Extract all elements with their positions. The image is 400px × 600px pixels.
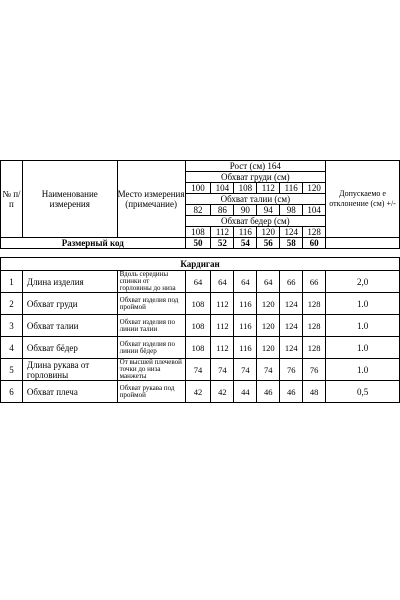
row-value: 66	[280, 271, 303, 293]
hips-value: 124	[280, 227, 303, 238]
table-row	[1, 315, 400, 337]
table-row	[1, 381, 400, 403]
row-place: От высшей плечевой точки до низа манжеты	[117, 359, 185, 381]
tolerance-header: Допускаемо е отклонение (см) +/-	[326, 161, 400, 238]
row-value: 76	[303, 359, 326, 381]
waist-value: 94	[257, 205, 280, 216]
chest-value: 120	[303, 183, 326, 194]
row-value: 124	[280, 315, 303, 337]
section-title: Кардиган	[1, 258, 400, 271]
row-name: Обхват бёдер	[22, 337, 117, 359]
row-value: 42	[211, 381, 234, 403]
hips-value: 116	[234, 227, 257, 238]
table-row	[1, 337, 400, 359]
size-code: 60	[303, 238, 326, 249]
row-value: 42	[185, 381, 211, 403]
row-value: 46	[280, 381, 303, 403]
row-value: 48	[303, 381, 326, 403]
row-value: 112	[211, 315, 234, 337]
row-value: 116	[234, 315, 257, 337]
waist-value: 86	[211, 205, 234, 216]
row-tolerance: 1.0	[326, 359, 400, 381]
row-value: 124	[280, 337, 303, 359]
row-value: 74	[211, 359, 234, 381]
hips-value: 120	[257, 227, 280, 238]
size-chart	[0, 160, 400, 403]
hips-value: 108	[185, 227, 211, 238]
row-value: 120	[257, 315, 280, 337]
table-row	[1, 359, 400, 381]
waist-value: 104	[303, 205, 326, 216]
row-num: 3	[1, 315, 23, 337]
row-num: 1	[1, 271, 23, 293]
row-value: 64	[257, 271, 280, 293]
waist-value: 90	[234, 205, 257, 216]
row-value: 108	[185, 315, 211, 337]
row-value: 66	[303, 271, 326, 293]
row-value: 128	[303, 293, 326, 315]
row-value: 108	[185, 337, 211, 359]
row-name: Длина рукава от горловины	[22, 359, 117, 381]
chest-value: 112	[257, 183, 280, 194]
row-value: 64	[185, 271, 211, 293]
row-num: 4	[1, 337, 23, 359]
row-tolerance: 1.0	[326, 315, 400, 337]
row-tolerance: 0,5	[326, 381, 400, 403]
row-num: 2	[1, 293, 23, 315]
row-value: 112	[211, 293, 234, 315]
row-place: Обхват изделия под проймой	[117, 293, 185, 315]
row-place: Обхват рукава под проймой	[117, 381, 185, 403]
size-code: 56	[257, 238, 280, 249]
hips-value: 128	[303, 227, 326, 238]
row-value: 44	[234, 381, 257, 403]
row-name: Обхват плеча	[22, 381, 117, 403]
size-code: 50	[185, 238, 211, 249]
col-num-header: № п/ п	[1, 161, 23, 238]
row-value: 116	[234, 293, 257, 315]
size-code: 52	[211, 238, 234, 249]
row-value: 128	[303, 315, 326, 337]
row-num: 5	[1, 359, 23, 381]
waist-value: 82	[185, 205, 211, 216]
size-code: 58	[280, 238, 303, 249]
row-value: 128	[303, 337, 326, 359]
row-name: Обхват груди	[22, 293, 117, 315]
row-place: Вдоль середины спинки от горловины до низа	[117, 271, 185, 293]
row-value: 76	[280, 359, 303, 381]
chest-value: 104	[211, 183, 234, 194]
table-row	[1, 271, 400, 293]
row-place: Обхват изделия по линии бёдер	[117, 337, 185, 359]
row-name: Длина изделия	[22, 271, 117, 293]
chest-value: 100	[185, 183, 211, 194]
row-value: 64	[211, 271, 234, 293]
row-tolerance: 1.0	[326, 337, 400, 359]
row-value: 74	[234, 359, 257, 381]
size-table	[0, 160, 400, 403]
row-value: 74	[257, 359, 280, 381]
col-place-header: Место измерения (примечание)	[117, 161, 185, 238]
size-code-label: Размерный код	[1, 238, 186, 249]
col-name-header: Наименование измерения	[22, 161, 117, 238]
chest-value: 116	[280, 183, 303, 194]
row-value: 124	[280, 293, 303, 315]
row-value: 120	[257, 293, 280, 315]
chest-value: 108	[234, 183, 257, 194]
row-value: 112	[211, 337, 234, 359]
row-tolerance: 1.0	[326, 293, 400, 315]
table-row	[1, 293, 400, 315]
row-name: Обхват талии	[22, 315, 117, 337]
waist-value: 98	[280, 205, 303, 216]
row-value: 120	[257, 337, 280, 359]
row-tolerance: 2,0	[326, 271, 400, 293]
hips-header: Обхват бедер (см)	[185, 216, 326, 227]
size-code: 54	[234, 238, 257, 249]
row-value: 116	[234, 337, 257, 359]
height-header: Рост (см) 164	[185, 161, 326, 172]
hips-value: 112	[211, 227, 234, 238]
chest-header: Обхват груди (см)	[185, 172, 326, 183]
row-value: 108	[185, 293, 211, 315]
row-value: 64	[234, 271, 257, 293]
row-value: 74	[185, 359, 211, 381]
row-place: Обхват изделия по линии талии	[117, 315, 185, 337]
row-value: 46	[257, 381, 280, 403]
waist-header: Обхват талии (см)	[185, 194, 326, 205]
row-num: 6	[1, 381, 23, 403]
